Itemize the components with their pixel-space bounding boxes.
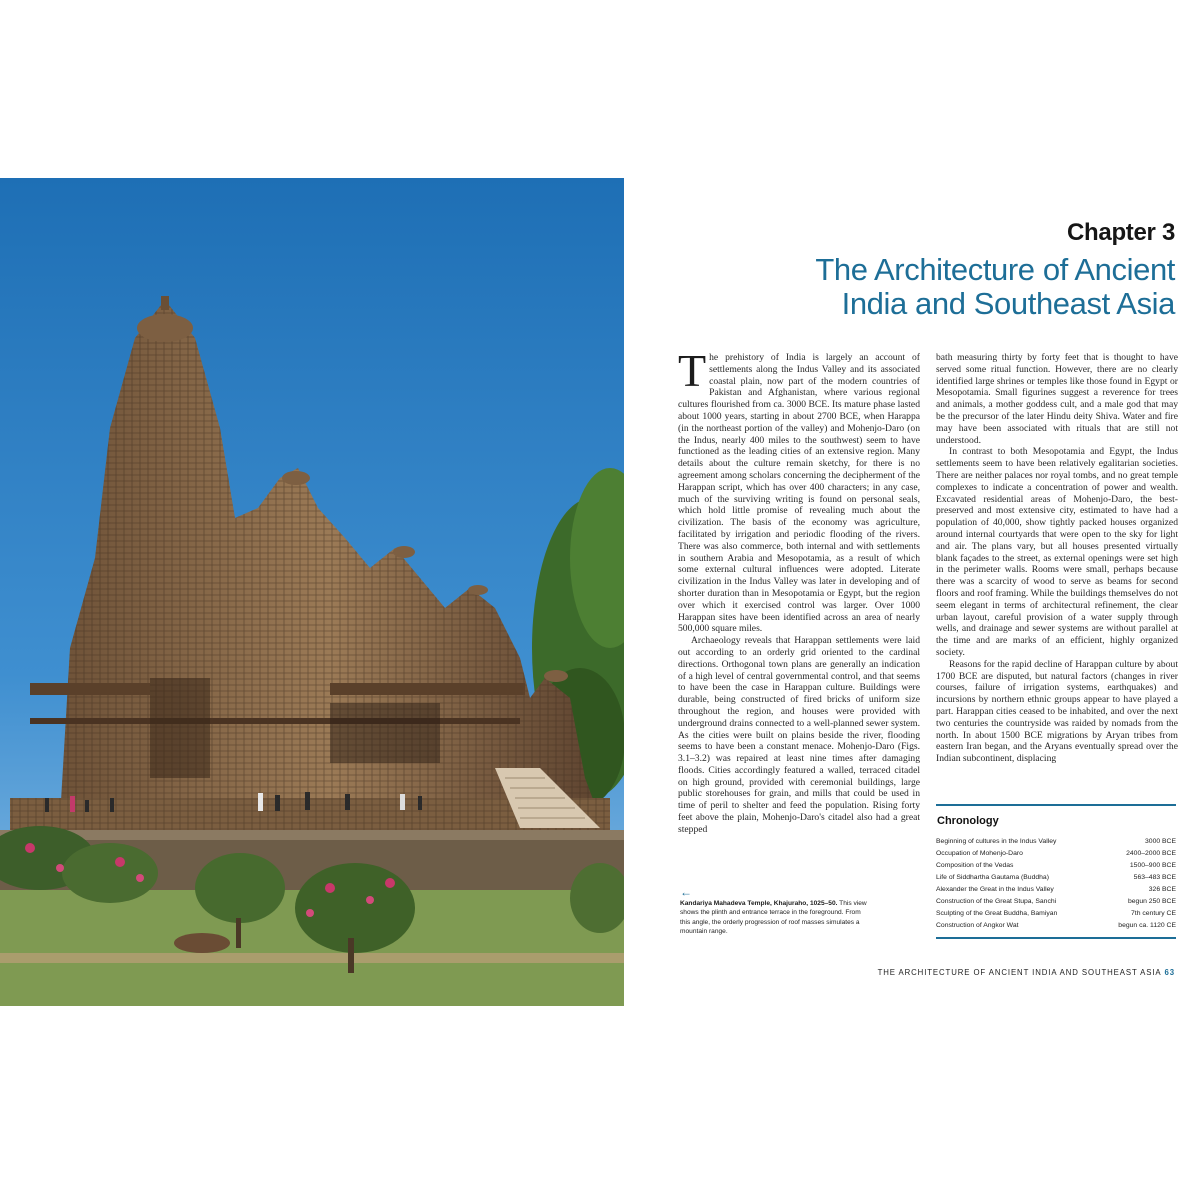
caption-title: Kandariya Mahadeva Temple, Khajuraho, 1025–50. (680, 900, 838, 907)
chronology-table (936, 835, 1176, 931)
body-paragraph: Archaeology reveals that Harappan settlements were laid out according to an orderly grid oriented to the cardinal directions. Orthogonal town plans are generally an indication of a high level of central governmental control, and that seems to have been the case in Harappan culture. Buildings were durable, being constructed of fired bricks of uniform size throughout the region, and houses were provided with underground drains connected to a well-planned sewer system. As the cities were built on plains beside the river, flooding seems to have been a constant menace. Mohenjo-Daro (Figs. 3.1–3.2) was repaired at least nine times after damaging floods. Cities accordingly featured a walled, terraced citadel on high ground, provided with ceremonial buildings, large public storehouses for grain, and mills that could be used in time of peril to shelter and feed the population. Rising forty feet above the plain, Mohenjo-Daro's citadel also had a great stepped (678, 635, 920, 835)
chapter-title: The Architecture of Ancient India and Southeast Asia (815, 252, 1175, 321)
body-paragraph: Reasons for the rapid decline of Harappan culture by about 1700 BCE are disputed, but natural factors (changes in river courses, failure of irrigation systems, earthquakes) and incursions by northern ethnic groups appear to have played a part. Harappan cities ceased to be inhabited, and over the next two centuries the countryside was raided by nomads from the north. In about 1500 BCE migrations by Aryan tribes from eastern Iran began, and the Aryans eventually spread over the Indian subcontinent, displacing (936, 658, 1178, 765)
body-column-1 (678, 345, 920, 836)
table-row: Composition of the Vedas 1500–900 BCE (936, 861, 1176, 869)
table-row: Alexander the Great in the Indus Valley 326 BCE (936, 885, 1176, 893)
chronology-title: Chronology (937, 815, 999, 827)
arrow-left-icon: ← (680, 885, 692, 899)
table-row: Construction of the Great Stupa, Sanchi begun 250 BCE (936, 897, 1176, 905)
table-row: Sculpting of the Great Buddha, Bamiyan 7th century CE (936, 909, 1176, 917)
caption-text: This view shows the plinth and entrance terrace in the foreground. From this angle, the orderly progression of roof masses simulates a mountain range. (680, 900, 867, 936)
table-row: Construction of Angkor Wat begun ca. 1120 CE (936, 921, 1176, 929)
temple-photo-illustration (0, 178, 624, 1006)
page-number: 63 (1164, 968, 1175, 977)
table-row: Occupation of Mohenjo-Daro 2400–2000 BCE (936, 849, 1176, 857)
table-row: Life of Siddhartha Gautama (Buddha) 563–483 BCE (936, 873, 1176, 881)
running-head-text: THE ARCHITECTURE OF ANCIENT INDIA AND SOUTHEAST ASIA (877, 968, 1162, 977)
body-column-2 (936, 352, 1178, 765)
table-row: Beginning of cultures in the Indus Valley 3000 BCE (936, 837, 1176, 845)
chapter-label: Chapter 3 (1067, 219, 1175, 246)
running-head (878, 968, 1175, 977)
chronology-box (936, 804, 1176, 939)
drop-cap: T (678, 345, 707, 396)
body-paragraph: The prehistory of India is largely an account of settlements along the Indus Valley and its associated coastal plain, now part of the modern countries of Pakistan and Afghanistan, where various regional cultures flourished from ca. 3000 BCE. Its mature phase lasted about 1000 years, starting in about 2700 BCE, when Harappa (in the northeast portion of the valley) and Mohenjo-Daro (on the Indus, nearly 400 miles to the southwest) seem to have functioned as the leading cities of an extensive region. Many details about the culture remain sketchy, for there is no agreement among scholars concerning the decipherment of the Harappan script, which has over 400 characters; in any case, much of the surviving writing is found on personal seals, which hold little promise of revealing much about the civilization. The basis of the economy was agriculture, facilitated by irrigation and periodic flooding of the rivers. There was also commerce, both internal and with settlements in southern Arabia and Mesopotamia, as a result of which some external cultural influences were adopted. Literate civilization in the Indus Valley was later in developing and of shorter duration than in Mesopotamia or Egypt, but the region over which it exercised control was larger. Over 1000 Harappan sites have been identified across an area of nearly 500,000 square miles. (678, 345, 920, 635)
body-paragraph: In contrast to both Mesopotamia and Egypt, the Indus settlements seem to have been relatively egalitarian societies. There are neither palaces nor royal tombs, and no great temple complexes to indicate a concentration of power and wealth. Excavated residential areas of Mohenjo-Daro, the best-preserved and most extensive city, estimated to have had a population of 40,000, show tightly packed houses organized around internal courtyards that were open to the sky for light and air. The plans vary, but all houses presented virtually blank façades to the street, as external openings were set high in the perimeter walls. Rooms were small, perhaps because there was a scarcity of wood to serve as beams for second floors and roof framing. While the buildings themselves do not seem elegant in terms of architectural refinement, the clear urban layout, careful provision of a water supply through wells, and drainage and sewer systems are without parallel at the time and are marks of an efficient, highly organized society. (936, 446, 1178, 658)
body-paragraph: bath measuring thirty by forty feet that is thought to have served some ritual function. However, there are no clearly identified large shrines or temples like those found in Egypt or Mesopotamia. Small figurines suggest a reverence for trees and animals, a mother goddess cult, and a male god that may be the precursor of the later Hindu deity Shiva. Water and fire may have been associated with rituals that are still not understood. (936, 352, 1178, 446)
temple-photograph (0, 178, 624, 1006)
figure-caption (680, 886, 870, 937)
